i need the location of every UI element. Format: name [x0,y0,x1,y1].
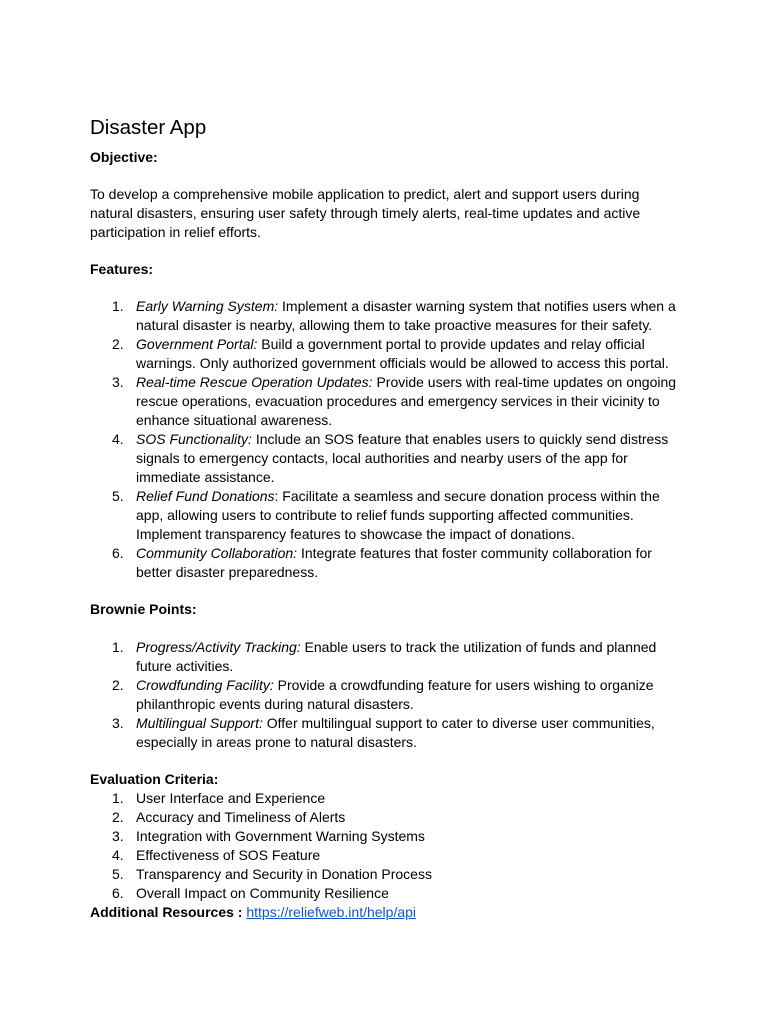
list-item [90,638,678,676]
brownie-name: Crowdfunding Facility: [136,677,274,693]
item-number: 4. [112,847,124,863]
brownie-points-list [90,638,678,752]
criterion-text: Overall Impact on Community Resilience [136,885,389,901]
feature-name: SOS Functionality: [136,431,252,447]
item-number: 6. [112,885,124,901]
item-number: 1. [112,639,124,655]
item-number: 1. [112,790,124,806]
list-item [90,714,678,752]
additional-resources [90,903,678,922]
item-number: 1. [112,298,124,314]
list-item [90,808,678,827]
evaluation-criteria-heading: Evaluation Criteria: [90,771,219,787]
item-number: 3. [112,715,124,731]
resources-link[interactable]: https://reliefweb.int/help/api [246,904,417,920]
evaluation-criteria-list [90,789,678,903]
criterion-text: Accuracy and Timeliness of Alerts [136,809,346,825]
brownie-description: Provide a crowdfunding feature for users wishing to organize philanthropic events during natural disasters. [136,677,654,712]
criterion-text: Effectiveness of SOS Feature [136,847,321,863]
item-number: 4. [112,431,124,447]
list-item [90,884,678,903]
feature-name: Relief Fund Donations [136,488,275,504]
feature-name: Early Warning System: [136,298,279,314]
features-list [90,297,678,582]
objective-heading: Objective: [90,149,158,165]
feature-description: Facilitate a seamless and secure donation process within the app, allowing users to contribute to relief funds supporting affected communities. Implement transparency features to showcase the impact of donations. [136,488,660,542]
brownie-description: Offer multilingual support to cater to diverse user communities, especially in areas prone to natural disasters. [136,715,655,750]
item-number: 5. [112,866,124,882]
item-number: 2. [112,677,124,693]
brownie-name: Progress/Activity Tracking: [136,639,301,655]
criterion-text: Transparency and Security in Donation Process [136,866,432,882]
item-number: 2. [112,336,124,352]
list-item [90,676,678,714]
list-item [90,846,678,865]
brownie-points-heading: Brownie Points: [90,601,197,617]
item-number: 3. [112,374,124,390]
criterion-text: User Interface and Experience [136,790,326,806]
feature-description: Provide users with real-time updates on ongoing rescue operations, evacuation procedures and emergency services in their vicinity to enhance situational awareness. [136,374,677,428]
item-number: 2. [112,809,124,825]
feature-description: Implement a disaster warning system that notifies users when a natural disaster is nearby, allowing them to take proactive measures for their safety. [136,298,676,333]
list-item [90,827,678,846]
item-number: 5. [112,488,124,504]
feature-name: Community Collaboration: [136,545,298,561]
item-number: 3. [112,828,124,844]
feature-description: Build a government portal to provide updates and relay official warnings. Only authorized government officials would be allowed to access this portal. [136,336,669,371]
document-title: Disaster App [90,116,207,139]
additional-resources-label: Additional Resources : [90,904,247,920]
list-item [90,430,678,487]
list-item [90,335,678,373]
feature-description: Include an SOS feature that enables users to quickly send distress signals to emergency contacts, local authorities and nearby users of the app for immediate assistance. [136,431,669,485]
item-number: 6. [112,545,124,561]
list-item [90,865,678,884]
features-heading: Features: [90,261,154,277]
brownie-description: Enable users to track the utilization of funds and planned future activities. [136,639,657,674]
list-item [90,487,678,544]
brownie-name: Multilingual Support: [136,715,263,731]
criterion-text: Integration with Government Warning Systems [136,828,425,844]
feature-name: Government Portal: [136,336,258,352]
feature-name: Real-time Rescue Operation Updates: [136,374,373,390]
feature-description: Integrate features that foster community collaboration for better disaster preparedness. [136,545,652,580]
objective-text: To develop a comprehensive mobile application to predict, alert and support users during natural disasters, ensuring user safety through timely alerts, real-time updates and active participation in relief efforts. [90,186,641,240]
list-item [90,789,678,808]
list-item [90,297,678,335]
list-item [90,373,678,430]
list-item [90,544,678,582]
feature-sep: : [274,488,279,504]
